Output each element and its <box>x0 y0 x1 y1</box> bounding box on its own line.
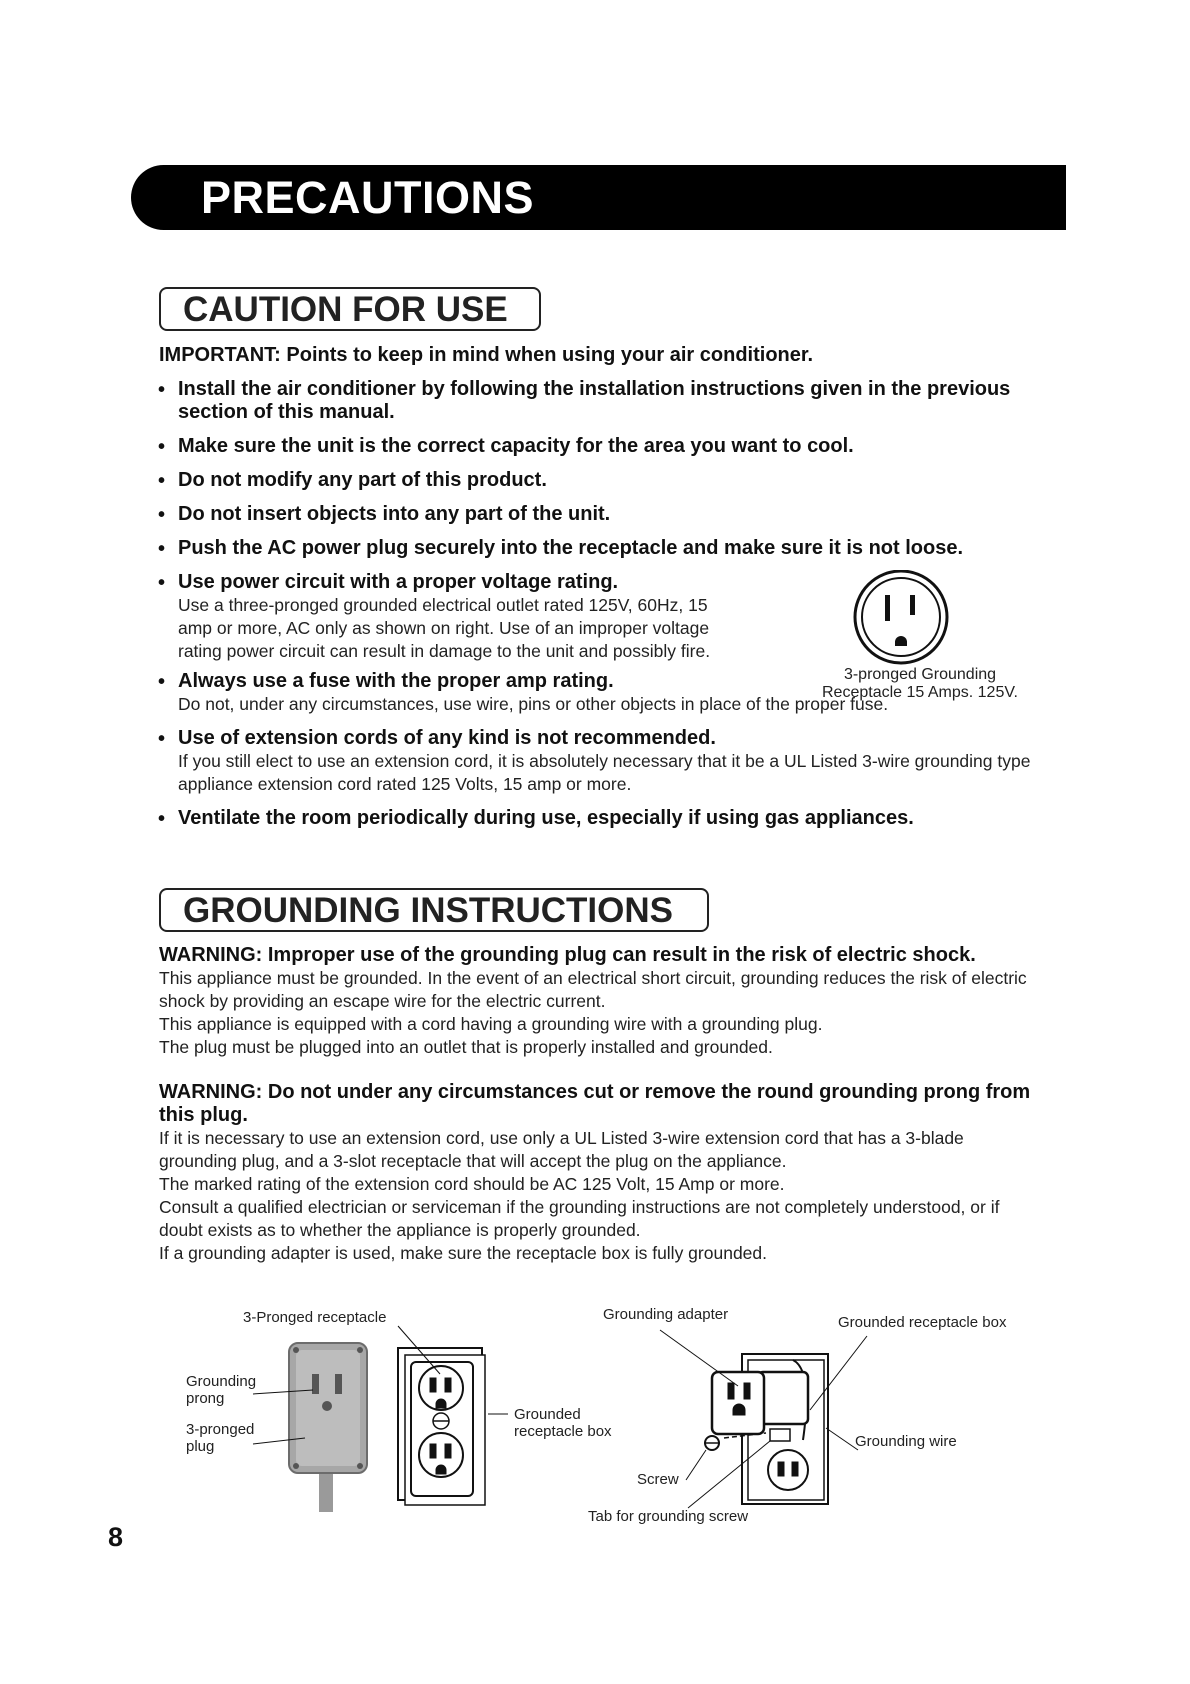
bullet-heading: • Do not modify any part of this product. <box>178 469 547 491</box>
grounding-adapter-drawing <box>704 1354 828 1504</box>
label-grounded-receptacle-box <box>514 1406 612 1440</box>
page-title: PRECAUTIONS <box>201 172 535 223</box>
bullet-heading: • Ventilate the room periodically during use, especially if using gas appliances. <box>178 807 914 829</box>
label-tab-for-grounding-screw: Tab for grounding screw <box>588 1508 749 1525</box>
bullet-text: Use a three-pronged grounded electrical outlet rated 125V, 60Hz, 15 amp or more, AC only as shown on right. Use of an improper voltage rating power circuit can result in damage to the unit and possibly fire. <box>178 595 711 661</box>
label-grounding-adapter: Grounding adapter <box>603 1306 729 1323</box>
receptacle-caption-line-1: 3-pronged Grounding <box>843 666 997 683</box>
label-three-pronged-plug-line-1: 3-pronged <box>186 1421 255 1438</box>
bullet-text: Do not, under any circumstances, use wire, pins or other objects in place of the proper fuse. <box>178 694 889 714</box>
label-grounding-prong-line-1: Grounding <box>186 1373 257 1390</box>
warning-2-paragraph-1: If it is necessary to use an extension cord, use only a UL Listed 3-wire extension cord that has a 3-blade grounding plug, and a 3-slot receptacle that will accept the plug on the appliance. <box>159 1128 964 1171</box>
warning-1-heading: WARNING: Improper use of the grounding plug can result in the risk of electric shock. <box>159 944 976 966</box>
label-three-pronged-receptacle: 3-Pronged receptacle <box>243 1309 387 1326</box>
warning-2-paragraph-4: If a grounding adapter is used, make sure the receptacle box is fully grounded. <box>159 1243 768 1263</box>
three-pronged-receptacle-drawing <box>398 1348 485 1505</box>
label-grounding-prong <box>186 1373 256 1407</box>
label-three-pronged-plug <box>186 1421 254 1455</box>
grounding-heading: GROUNDING INSTRUCTIONS <box>183 891 673 930</box>
bullet-heading: • Push the AC power plug securely into the receptacle and make sure it is not loose. <box>178 537 964 559</box>
label-grounded-receptacle-box-line-1: Grounded <box>514 1406 581 1423</box>
bullet-heading: • Make sure the unit is the correct capacity for the area you want to cool. <box>178 435 854 457</box>
label-screw: Screw <box>637 1471 679 1488</box>
important-note: IMPORTANT: Points to keep in mind when using your air conditioner. <box>159 344 814 366</box>
bullet-heading: • Always use a fuse with the proper amp rating. <box>178 670 614 692</box>
warning-2-paragraph-2: The marked rating of the extension cord should be AC 125 Volt, 15 Amp or more. <box>159 1174 785 1194</box>
warning-1-paragraph-2: This appliance is equipped with a cord having a grounding wire with a grounding plug. <box>159 1014 823 1034</box>
bullet-heading: • Do not insert objects into any part of the unit. <box>178 503 611 525</box>
bullet-heading: • Install the air conditioner by following the installation instructions given in the previous section of this manual. <box>178 378 1011 423</box>
caution-heading: CAUTION FOR USE <box>183 290 508 329</box>
warning-2-heading: WARNING: Do not under any circumstances cut or remove the round grounding prong from this plug. <box>159 1081 1031 1126</box>
page-number: 8 <box>108 1522 124 1552</box>
receptacle-caption-line-2: Receptacle 15 Amps. 125V. <box>822 684 1018 701</box>
label-grounded-receptacle-box-line-2: receptacle box <box>514 1423 612 1440</box>
warning-2-paragraph-3: Consult a qualified electrician or serviceman if the grounding instructions are not completely understood, or if doubt exists as to whether the appliance is properly grounded. <box>159 1197 1000 1240</box>
warning-1-paragraph-3: The plug must be plugged into an outlet that is properly installed and grounded. <box>159 1037 773 1057</box>
warning-1-paragraph-1: This appliance must be grounded. In the event of an electrical short circuit, grounding reduces the risk of electric shock by providing an escape wire for the electric current. <box>159 968 1027 1011</box>
three-pronged-plug-drawing <box>289 1343 367 1512</box>
label-grounding-wire: Grounding wire <box>855 1433 957 1450</box>
label-grounded-receptacle-box-right: Grounded receptacle box <box>838 1314 1007 1331</box>
label-grounding-prong-line-2: prong <box>186 1390 225 1407</box>
bullet-heading: • Use power circuit with a proper voltage rating. <box>178 571 619 593</box>
bullet-text: If you still elect to use an extension cord, it is absolutely necessary that it be a UL Listed 3-wire grounding type appliance extension cord rated 125 Volts, 15 amp or more. <box>178 751 1031 794</box>
bullet-heading: • Use of extension cords of any kind is not recommended. <box>178 727 716 749</box>
label-three-pronged-plug-line-2: plug <box>186 1438 215 1455</box>
